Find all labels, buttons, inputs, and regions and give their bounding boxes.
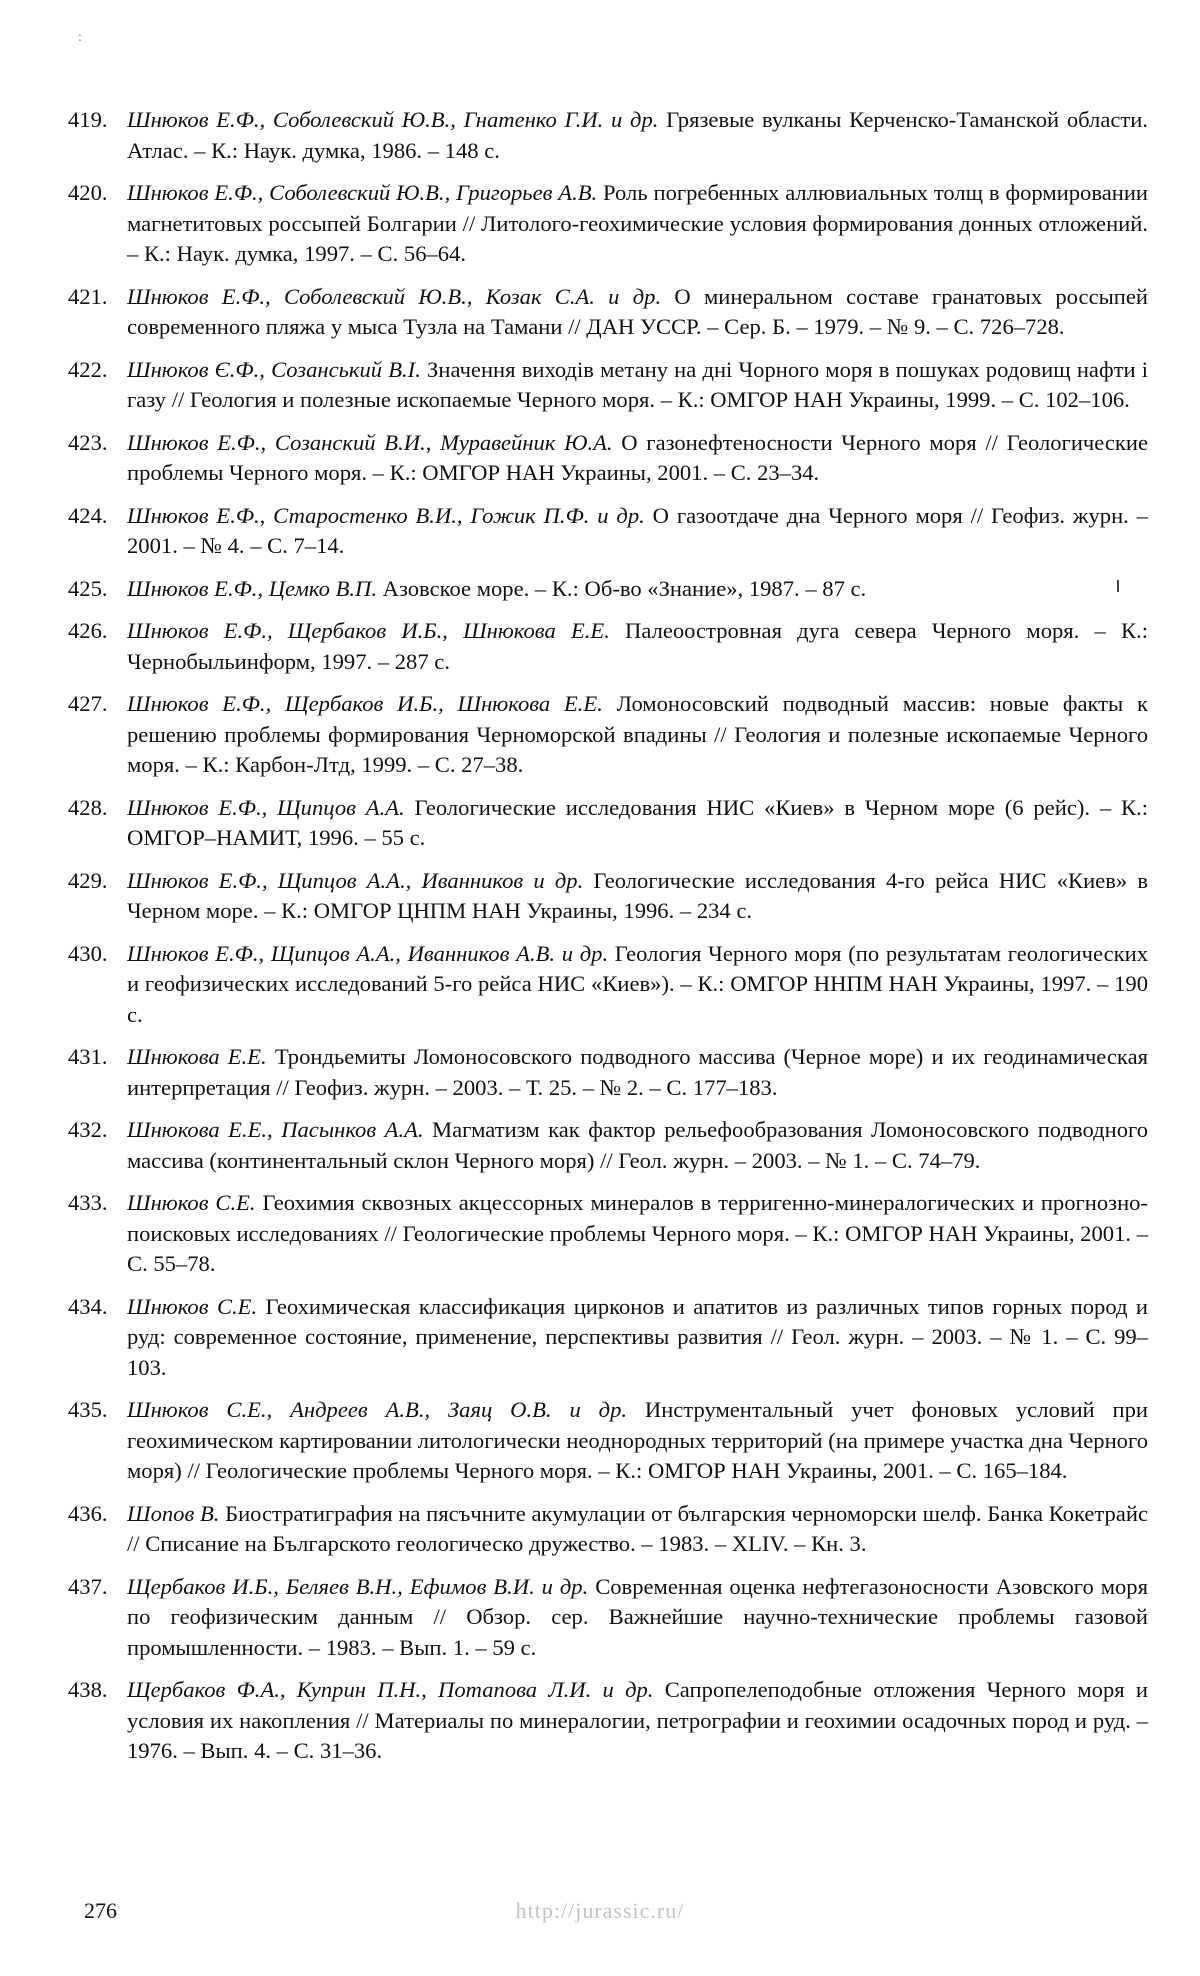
reference-authors: Щербаков И.Б., Беляев В.Н., Ефимов В.И. и др. [127, 1573, 589, 1599]
reference-item [68, 1188, 1148, 1280]
reference-number: 436. [68, 1500, 108, 1526]
reference-number: 438. [68, 1677, 108, 1702]
reference-authors: Шнюков Е.Ф., Соболевский Ю.В., Григорьев А.В. [127, 180, 598, 205]
reference-text: Инструментальный учет фоновых условий при геохимическом картировании литологически неоднородных территорий (на примере участка дна Черного моря) // Геологические проблемы Черного моря. – К.: ОМГОР НАН Украины, 2001. – С. 165–184. [127, 1397, 1148, 1483]
reference-number: 425. [68, 575, 108, 601]
reference-item [68, 178, 1148, 270]
reference-number: 422. [68, 356, 108, 382]
page-number: 276 [84, 1898, 117, 1923]
reference-authors: Шнюков Е.Ф., Щипцов А.А., Иванников А.В. и др. [127, 940, 609, 966]
reference-number: 429. [68, 867, 108, 893]
reference-authors: Шнюков С.Е. [127, 1293, 258, 1319]
reference-item [68, 428, 1148, 489]
reference-text: Геология Черного моря (по результатам геологических и геофизических исследований 5-го рейса НИС «Киев»). – К.: ОМГОР ННПМ НАН Украины, 1997. – 190 с. [127, 940, 1148, 1027]
reference-item [68, 1572, 1148, 1664]
reference-authors: Шнюков Е.Ф., Щербаков И.Б., Шнюкова Е.Е. [127, 691, 603, 716]
reference-text: Магматизм как фактор рельефообразования Ломоносовского подводного массива (континентальный склон Черного моря) // Геол. журн. – 2003. – № 1. – С. 74–79. [127, 1117, 1148, 1173]
reference-item [68, 939, 1148, 1031]
reference-number: 427. [68, 691, 108, 716]
reference-text: Грязевые вулканы Керченско-Таманской области. Атлас. – К.: Наук. думка, 1986. – 148 с. [127, 107, 1148, 163]
reference-number: 434. [68, 1293, 108, 1319]
reference-number: 428. [68, 794, 108, 820]
corner-mark: : [78, 30, 82, 45]
reference-item [68, 1675, 1148, 1767]
reference-authors: Шопов В. [127, 1500, 220, 1526]
reference-item [68, 866, 1148, 927]
reference-item [68, 282, 1148, 343]
reference-text: Геологические исследования 4-го рейса НИС «Киев» в Черном море. – К.: ОМГОР ЦНПМ НАН Украины, 1996. – 234 с. [127, 867, 1148, 923]
reference-authors: Шнюков С.Е., Андреев А.В., Заяц О.В. и др. [127, 1397, 628, 1422]
reference-item [68, 1115, 1148, 1176]
reference-number: 432. [68, 1117, 108, 1142]
reference-number: 437. [68, 1573, 108, 1599]
reference-text: Сапропелеподобные отложения Черного моря и условия их накопления // Материалы по минералогии, петрографии и геохимии осадочных пород и руд. – 1976. – Вып. 4. – С. 31–36. [127, 1677, 1148, 1763]
reference-authors: Шнюков Е.Ф., Щипцов А.А., Иванников и др. [127, 867, 584, 893]
reference-number: 421. [68, 283, 108, 309]
reference-text: Геохимия сквозных акцессорных минералов в терригенно-минералогических и прогнозно-поисковых исследованиях // Геологические проблемы Черного моря. – К.: ОМГОР НАН Украины, 2001. – С. 55–78. [127, 1190, 1148, 1276]
reference-authors: Шнюкова Е.Е. [127, 1044, 267, 1069]
reference-item [68, 616, 1148, 677]
reference-text: О газоотдаче дна Черного моря // Геофиз. журн. – 2001. – № 4. – С. 7–14. [127, 502, 1148, 558]
reference-list [68, 105, 1148, 1779]
reference-text: Современная оценка нефтегазоносности Азовского моря по геофизическим данным // Обзор. сер. Важнейшие научно-технические проблемы газовой промышленности. – 1983. – Вып. 1. – 59 с. [127, 1573, 1148, 1660]
reference-text: О минеральном составе гранатовых россыпей современного пляжа у мыса Тузла на Тамани // ДАН УССР. – Сер. Б. – 1979. – № 9. – С. 726–728. [127, 283, 1148, 339]
reference-text: Геохимическая классификация цирконов и апатитов из различных типов горных пород и руд: современное состояние, применение, перспективы развития // Геол. журн. – 2003. – № 1. – С. 99–103. [127, 1293, 1148, 1380]
reference-text: Роль погребенных аллювиальных толщ в формировании магнетитовых россыпей Болгарии // Литолого-геохимические условия формирования донных отложений. – К.: Наук. думка, 1997. – С. 56–64. [127, 180, 1149, 266]
reference-number: 433. [68, 1190, 108, 1215]
reference-item [68, 574, 1148, 605]
reference-item [68, 501, 1148, 562]
reference-text: Ломоносовский подводный массив: новые факты к решению проблемы формирования Черноморской впадины // Геология и полезные ископаемые Черного моря. – К.: Карбон-Лтд, 1999. – С. 27–38. [127, 691, 1148, 777]
reference-item [68, 1042, 1148, 1103]
reference-authors: Шнюков Е.Ф., Соболевский Ю.В., Гнатенко Г.И. и др. [127, 107, 659, 132]
reference-number: 435. [68, 1397, 108, 1422]
reference-authors: Шнюков Е.Ф., Созанский В.И., Муравейник Ю.А. [127, 429, 613, 455]
reference-number: 431. [68, 1044, 108, 1069]
reference-item [68, 1499, 1148, 1560]
reference-item [68, 1292, 1148, 1384]
reference-item [68, 1395, 1148, 1487]
reference-text: Значення виходів метану на дні Чорного моря в пошуках родовищ нафти і газу // Геология и полезные ископаемые Черного моря. – К.: ОМГОР НАН Украины, 1999. – С. 102–106. [127, 356, 1148, 412]
reference-item [68, 793, 1148, 854]
reference-item [68, 689, 1148, 781]
reference-authors: Щербаков Ф.А., Куприн П.Н., Потапова Л.И. и др. [127, 1677, 654, 1702]
reference-text: Геологические исследования НИС «Киев» в Черном море (6 рейс). – К.: ОМГОР–НАМИТ, 1996. – 55 с. [127, 794, 1148, 850]
reference-authors: Шнюкова Е.Е., Пасынков А.А. [127, 1117, 424, 1142]
reference-text: О газонефтеносности Черного моря // Геологические проблемы Черного моря. – К.: ОМГОР НАН Украины, 2001. – С. 23–34. [127, 429, 1148, 485]
reference-text: Азовское море. – К.: Об-во «Знание», 1987. – 87 с. [377, 575, 867, 601]
reference-item [68, 355, 1148, 416]
watermark: http://jurassic.ru/ [515, 1898, 685, 1923]
reference-number: 419. [68, 107, 108, 132]
reference-authors: Шнюков Е.Ф., Цемко В.П. [127, 575, 377, 601]
reference-number: 430. [68, 940, 108, 966]
reference-text: Биостратиграфия на пясъчните акумулации от българския черноморски шелф. Банка Кокетрайс // Списание на Българското геологическо дружество. – 1983. – XLIV. – Кн. 3. [127, 1500, 1148, 1556]
reference-number: 420. [68, 180, 108, 205]
reference-text: Палеоостровная дуга севера Черного моря. – К.: Чернобыльинформ, 1997. – 287 с. [127, 618, 1148, 674]
reference-item [68, 105, 1148, 166]
reference-authors: Шнюков Е.Ф., Старостенко В.И., Гожик П.Ф. и др. [127, 502, 645, 528]
reference-text: Трондьемиты Ломоносовского подводного массива (Черное море) и их геодинамическая интерпретация // Геофиз. журн. – 2003. – Т. 25. – № 2. – С. 177–183. [127, 1044, 1148, 1100]
reference-authors: Шнюков Е.Ф., Щербаков И.Б., Шнюкова Е.Е. [127, 618, 610, 643]
reference-number: 424. [68, 502, 108, 528]
reference-authors: Шнюков Е.Ф., Щипцов А.А. [127, 794, 405, 820]
reference-number: 423. [68, 429, 108, 455]
reference-authors: Шнюков Є.Ф., Созанський В.І. [127, 356, 421, 382]
reference-number: 426. [68, 618, 108, 643]
reference-authors: Шнюков С.Е. [127, 1190, 256, 1215]
reference-authors: Шнюков Е.Ф., Соболевский Ю.В., Козак С.А. и др. [127, 283, 662, 309]
